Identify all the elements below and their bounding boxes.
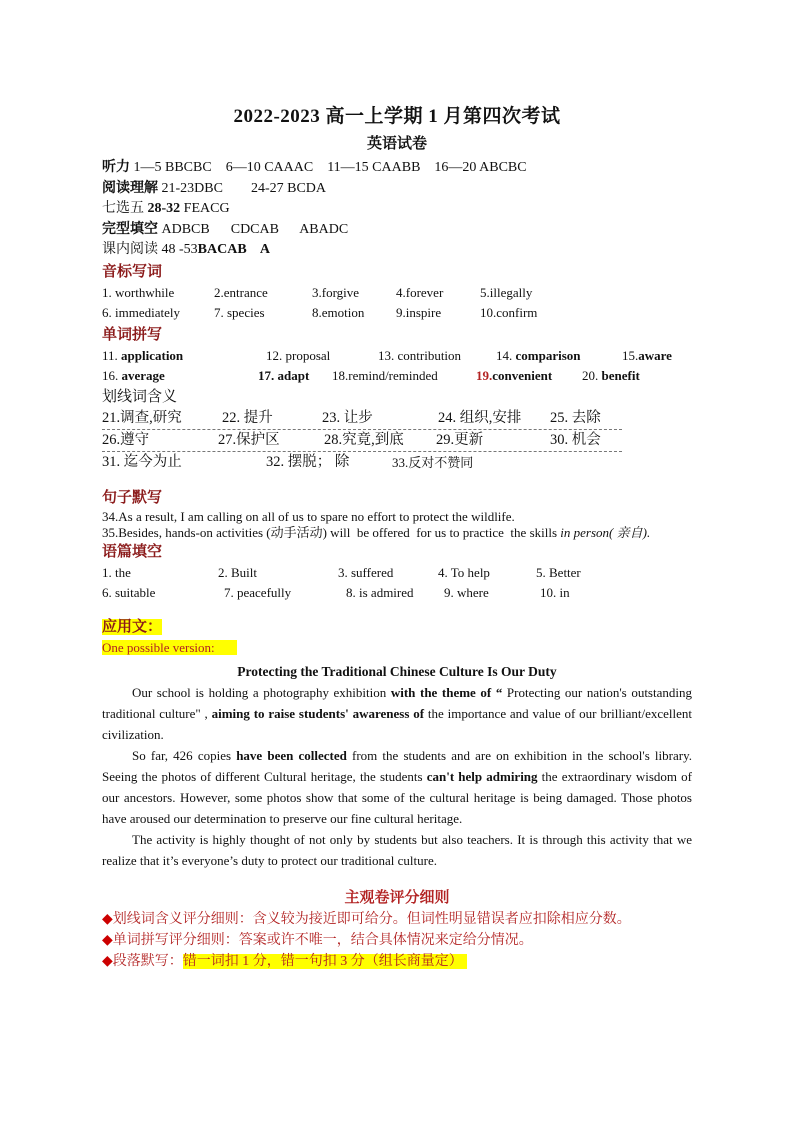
spelling-answer: 20. benefit bbox=[582, 368, 640, 383]
spelling-answer: 13. contribution bbox=[378, 347, 462, 363]
spelling-answer: 12. proposal bbox=[266, 347, 331, 363]
answer-inclass: 课内阅读 48 -53BACAB A bbox=[102, 242, 271, 257]
passage-answer: 5. Better bbox=[536, 564, 581, 580]
meaning-answer: 24. 组织,安排 bbox=[438, 409, 522, 426]
phonetic-row-2 bbox=[102, 303, 692, 324]
meaning-answer: 25. 去除 bbox=[550, 409, 601, 426]
essay-paragraph-2: So far, 426 copies have been collected from the students and are on exhibition in the school's library. Seeing the photos of different Cultural heritage, the students can't help admiring the extraordinary wisdom of our ancestors. However, some photos show that some of the cultural heritage is being damaged. Those photos have aroused our determination to preserve our fine cultural heritage. bbox=[102, 748, 692, 826]
phonetic-answer: 7. species bbox=[214, 305, 265, 320]
answer-seven: 七选五 28-32 FEACG bbox=[102, 201, 230, 216]
passage-row-2 bbox=[102, 583, 692, 604]
writing-version: One possible version: bbox=[102, 638, 692, 659]
dictation-35: 35.Besides, hands-on activities (动手活动) will be offered for us to practice the skills in person( 亲自). bbox=[102, 524, 651, 540]
rule-1: ◆划线词含义评分细则：含义较为接近即可给分。但词性明显错误者应扣除相应分数。 bbox=[102, 912, 631, 927]
meaning-answer: 28.究竟,到底 bbox=[324, 431, 404, 448]
passage-answer: 7. peacefully bbox=[224, 585, 292, 600]
content bbox=[102, 104, 692, 972]
essay-paragraph-1: Our school is holding a photography exhibition with the theme of “ Protecting our nation's outstanding traditional culture" , aiming to raise students' awareness of the importance and value of our brilliant/excellent civilization. bbox=[102, 685, 693, 742]
passage-answer: 2. Built bbox=[218, 564, 258, 580]
spelling-answer: 11. application bbox=[102, 347, 184, 363]
dictation-34: 34.As a result, I am calling on all of us to spare no effort to protect the wildlife. bbox=[102, 508, 515, 524]
diamond-bullet-icon: ◆ bbox=[102, 933, 113, 948]
answer-listening: 听力 1—5 BBCBC 6—10 CAAAC 11—15 CAABB 16—20 ABCBC bbox=[102, 160, 527, 175]
phonetic-answer: 9.inspire bbox=[396, 305, 442, 320]
passage-answer: 9. where bbox=[444, 585, 489, 600]
passage-answer: 3. suffered bbox=[338, 564, 394, 580]
spelling-row-1 bbox=[102, 346, 692, 367]
meaning-row-2 bbox=[102, 430, 622, 452]
phonetic-heading: 音标写词 bbox=[102, 263, 163, 280]
writing-heading: 应用文： bbox=[102, 618, 163, 635]
spelling-answer: 15.aware bbox=[622, 347, 672, 363]
phonetic-row-1 bbox=[102, 283, 692, 304]
meaning-answer: 26.遵守 bbox=[102, 431, 150, 448]
meaning-row-3 bbox=[102, 452, 692, 473]
answer-reading: 阅读理解 21-23DBC 24-27 BCDA bbox=[102, 180, 327, 196]
phonetic-answer: 8.emotion bbox=[312, 305, 365, 320]
spelling-answer: 19.convenient bbox=[476, 368, 553, 383]
diamond-bullet-icon: ◆ bbox=[102, 954, 113, 969]
meaning-answer: 30. 机会 bbox=[550, 431, 601, 448]
essay-paragraph-3: The activity is highly thought of not only by students but also teachers. It is through this activity that we realize that it’s everyone’s duty to protect our traditional culture. bbox=[102, 832, 692, 868]
passage-answer: 6. suitable bbox=[102, 585, 156, 600]
spelling-answer: 16. average bbox=[102, 368, 165, 383]
meaning-row-1 bbox=[102, 408, 622, 430]
spelling-answer: 18.remind/reminded bbox=[332, 368, 438, 383]
meaning-answer: 21.调查,研究 bbox=[102, 409, 182, 426]
phonetic-answer: 4.forever bbox=[396, 284, 444, 300]
spelling-heading: 单词拼写 bbox=[102, 326, 163, 343]
meaning-answer: 22. 提升 bbox=[222, 409, 273, 426]
essay-title: Protecting the Traditional Chinese Culture Is Our Duty bbox=[237, 664, 557, 679]
passage-answer: 10. in bbox=[540, 585, 570, 600]
meaning-heading: 划线词含义 bbox=[102, 388, 178, 405]
dictation-heading: 句子默写 bbox=[102, 489, 163, 506]
passage-heading: 语篇填空 bbox=[102, 543, 163, 560]
meaning-answer: 33.反对不赞同 bbox=[392, 454, 474, 470]
phonetic-answer: 10.confirm bbox=[480, 305, 538, 320]
spelling-row-2 bbox=[102, 366, 692, 387]
rules-title: 主观卷评分细则 bbox=[344, 890, 450, 906]
passage-answer: 8. is admired bbox=[346, 585, 414, 600]
phonetic-answer: 1. worthwhile bbox=[102, 284, 175, 300]
phonetic-answer: 3.forgive bbox=[312, 284, 360, 300]
diamond-bullet-icon: ◆ bbox=[102, 912, 113, 927]
meaning-answer: 23. 让步 bbox=[322, 409, 373, 426]
rule-3: ◆段落默写：错一词扣 1 分，错一句扣 3 分（组长商量定） bbox=[102, 951, 692, 972]
spelling-answer: 14. comparison bbox=[496, 347, 581, 363]
phonetic-answer: 6. immediately bbox=[102, 305, 180, 320]
page-title: 2022-2023 高一上学期 1 月第四次考试 bbox=[233, 106, 561, 127]
meaning-answer: 31. 迄今为止 bbox=[102, 453, 182, 470]
rule-2: ◆单词拼写评分细则：答案或许不唯一，结合具体情况来定给分情况。 bbox=[102, 933, 533, 948]
spelling-answer: 17. adapt bbox=[258, 368, 310, 383]
page-subtitle: 英语试卷 bbox=[366, 136, 427, 152]
phonetic-answer: 2.entrance bbox=[214, 284, 268, 300]
passage-answer: 4. To help bbox=[438, 564, 490, 580]
answer-cloze: 完型填空 ADBCB CDCAB ABADC bbox=[102, 221, 349, 237]
meaning-answer: 27.保护区 bbox=[218, 431, 280, 448]
phonetic-answer: 5.illegally bbox=[480, 284, 533, 300]
meaning-answer: 32. 摆脱； 除 bbox=[266, 453, 350, 470]
meaning-answer: 29.更新 bbox=[436, 431, 484, 448]
passage-row-1 bbox=[102, 563, 692, 584]
passage-answer: 1. the bbox=[102, 564, 131, 580]
